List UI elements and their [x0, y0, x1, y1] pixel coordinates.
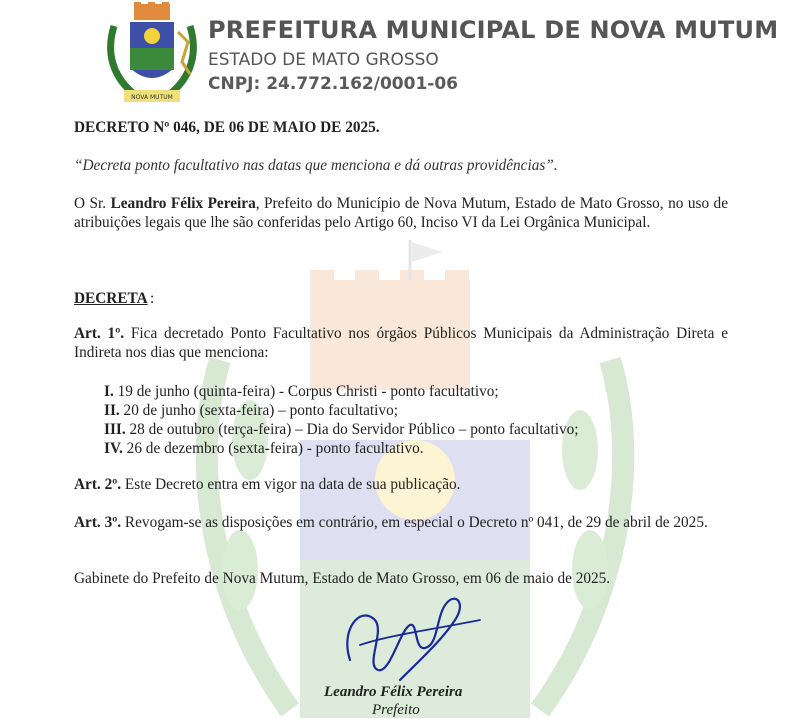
crest-ribbon-text: NOVA MUTUM	[131, 94, 173, 101]
handwritten-signature	[330, 590, 500, 690]
letterhead	[100, 0, 779, 110]
intro-prefix: O Sr.	[74, 195, 111, 212]
decree-title: DECRETO Nº 046, DE 06 DE MAIO DE 2025.	[74, 119, 380, 136]
article-2-text: Este Decreto entra em vigor na data de sua publicação.	[121, 476, 461, 493]
signer-name: Leandro Félix Pereira	[324, 684, 463, 700]
signer-role: Prefeito	[372, 702, 420, 718]
list-item-text: 26 de dezembro (sexta-feira) - ponto facultativo.	[122, 440, 424, 457]
municipality-title: PREFEITURA MUNICIPAL DE NOVA MUTUM	[208, 16, 779, 44]
mayor-name: Leandro Félix Pereira	[110, 195, 256, 212]
article-1-text: Fica decretado Ponto Facultativo nos órgãos Públicos Municipais da Administração Direta e Indireta nos dias que menciona:	[74, 325, 728, 361]
closing-line: Gabinete do Prefeito de Nova Mutum, Estado de Mato Grosso, em 06 de maio de 2025.	[74, 570, 611, 587]
article-2-label: Art. 2º.	[74, 476, 122, 493]
list-item-text: 28 de outubro (terça-feira) – Dia do Servidor Público – ponto facultativo;	[125, 421, 579, 438]
article-3-text: Revogam-se as disposições em contrário, em especial o Decreto nº 041, de 29 de abril de 2025.	[121, 514, 708, 531]
list-item	[104, 401, 579, 420]
list-item-number: I.	[104, 383, 114, 400]
list-item-number: IV.	[104, 440, 123, 457]
list-item-number: III.	[104, 421, 126, 438]
decreta-heading: DECRETA	[74, 290, 148, 307]
state-name: ESTADO DE MATO GROSSO	[208, 50, 439, 70]
list-item-text: 20 de junho (sexta-feira) – ponto facultativo;	[119, 402, 398, 419]
list-item-number: II.	[104, 402, 120, 419]
intro-text: , Prefeito do Município de Nova Mutum, Estado de Mato Grosso, no uso de atribuições legais que lhe são conferidas pelo Artigo 60, Inciso VI da Lei Orgânica Municipal.	[74, 195, 728, 231]
list-item	[104, 439, 579, 458]
intro-paragraph	[74, 194, 728, 232]
article-3-label: Art. 3º.	[74, 514, 122, 531]
article-3	[74, 513, 728, 532]
holiday-list	[104, 382, 579, 458]
decree-epigraph: “Decreta ponto facultativo nas datas que menciona e dá outras providências”.	[74, 157, 558, 174]
list-item	[104, 382, 579, 401]
list-item	[104, 420, 579, 439]
article-1	[74, 324, 728, 362]
list-item-text: 19 de junho (quinta-feira) - Corpus Christi - ponto facultativo;	[113, 383, 499, 400]
article-1-label: Art. 1º.	[74, 325, 125, 342]
coat-of-arms-icon	[104, 2, 200, 106]
cnpj-number: CNPJ: 24.772.162/0001-06	[208, 74, 458, 94]
article-2	[74, 475, 728, 494]
decreta-colon: :	[150, 290, 155, 307]
